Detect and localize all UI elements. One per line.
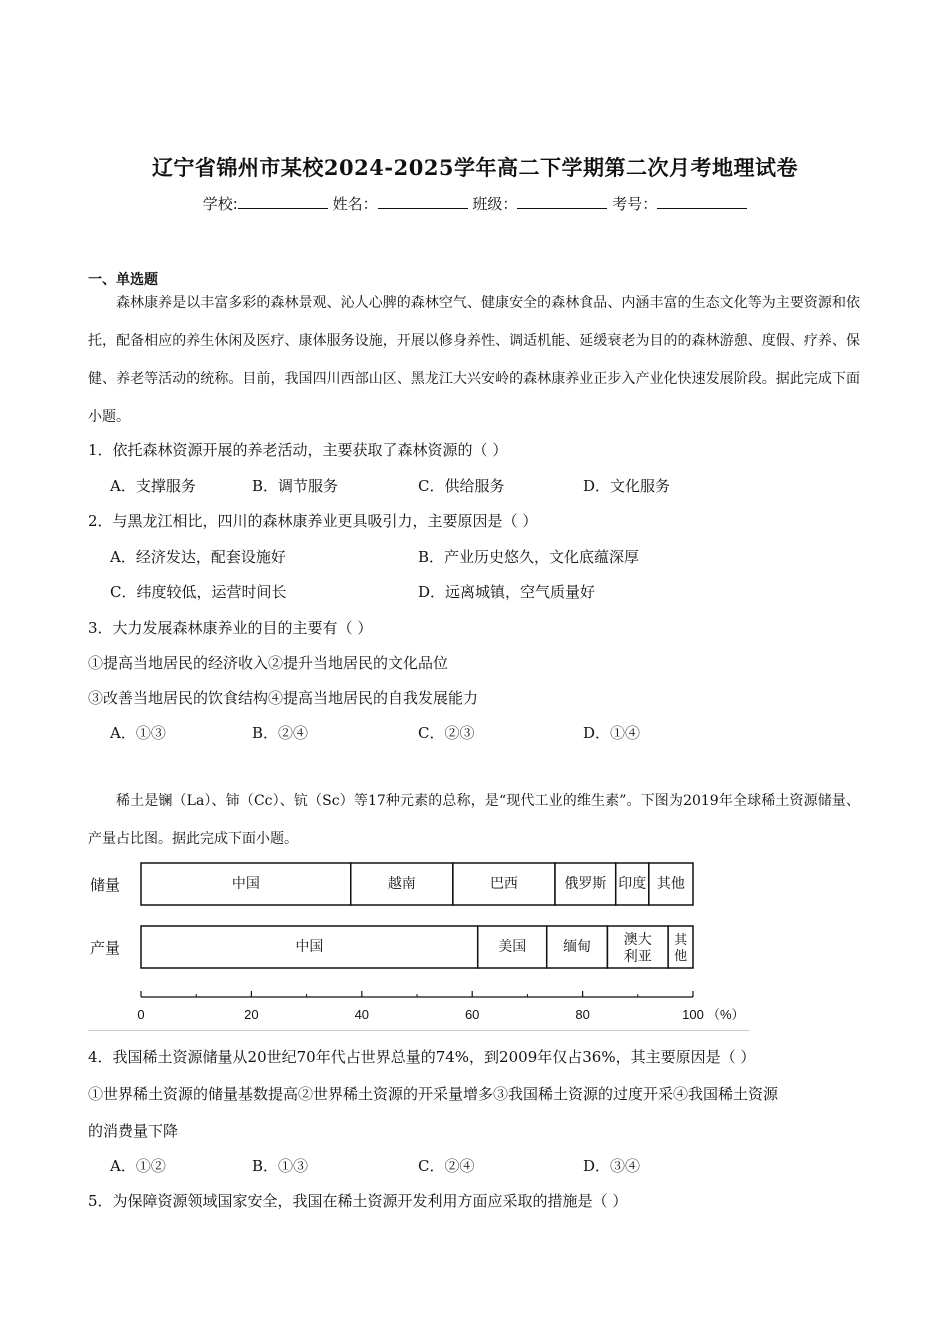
segment-label: 他 (674, 948, 688, 963)
q1-option-a[interactable]: A．支撑服务 (110, 477, 196, 495)
name-label: 姓名： (332, 195, 378, 213)
name-blank[interactable] (378, 194, 468, 209)
segment-label: 印度 (618, 875, 647, 891)
x-unit-label: （%） (707, 1007, 745, 1022)
q1-option-b[interactable]: B．调节服务 (252, 477, 339, 495)
q4-option-b[interactable]: B．①③ (252, 1157, 309, 1175)
section-heading: 一、单选题 (88, 272, 158, 288)
q3-option-d[interactable]: D．①④ (583, 724, 641, 742)
class-blank[interactable] (517, 194, 607, 209)
q2-option-d[interactable]: D．远离城镇，空气质量好 (418, 583, 596, 601)
segment-label: 俄罗斯 (564, 875, 607, 891)
q4-option-d[interactable]: D．③④ (583, 1157, 641, 1175)
student-info-line (0, 193, 950, 214)
row-label-1: 产量 (90, 940, 121, 957)
segment-label: 缅甸 (563, 938, 592, 954)
q4-option-a[interactable]: A．①② (110, 1157, 166, 1175)
q4-option-c[interactable]: C．②④ (418, 1157, 475, 1175)
q3-statement-1: ①提高当地居民的经济收入②提升当地居民的文化品位 (88, 654, 449, 672)
segment-label: 利亚 (623, 948, 652, 964)
number-label: 考号： (612, 195, 658, 213)
x-tick-label: 40 (354, 1007, 370, 1022)
question-4-stem: 4．我国稀土资源储量从20世纪70年代占世界总量的74%，到2009年仅占36%，其主要原因是（ ） (88, 1048, 756, 1066)
segment-label: 美国 (498, 938, 527, 954)
question-3-stem: 3．大力发展森林康养业的目的主要有（ ） (88, 619, 373, 637)
passage-forest: 森林康养是以丰富多彩的森林景观、沁人心脾的森林空气、健康安全的森林食品、内涵丰富的生态文化等为主要资源和依托，配备相应的养生休闲及医疗、康体服务设施，开展以修身养性、调适机能、延缓衰老为目的的森林游憩、度假、疗养、保健、养老等活动的统称。目前，我国四川西部山区、黑龙江大兴安岭的森林康养业正步入产业化快速发展阶段。据此完成下面小题。 (88, 295, 860, 425)
page-title: 辽宁省锦州市某校2024-2025学年高二下学期第二次月考地理试卷 (151, 155, 799, 180)
x-tick-label: 20 (244, 1007, 259, 1022)
x-tick-label: 60 (464, 1007, 480, 1022)
passage-rare-earth: 稀土是镧（La）、铈（Cc）、钪（Sc）等17种元素的总称，是“现代工业的维生素”。下图为2019年全球稀土资源储量、产量占比图。据此完成下面小题。 (88, 793, 860, 847)
rare-earth-chart (84, 855, 764, 1027)
q3-option-a[interactable]: A．①③ (110, 724, 166, 742)
q1-option-d[interactable]: D．文化服务 (583, 477, 671, 495)
class-label: 班级： (472, 195, 518, 213)
question-2-stem: 2．与黑龙江相比，四川的森林康养业更具吸引力，主要原因是（ ） (88, 512, 538, 530)
school-blank[interactable] (238, 194, 328, 209)
row-label-0: 储量 (90, 877, 121, 894)
segment-label: 中国 (295, 938, 324, 954)
q2-option-a[interactable]: A．经济发达，配套设施好 (110, 548, 286, 566)
chart-divider (88, 1030, 750, 1031)
segment-label: 越南 (387, 875, 416, 891)
segment-label: 澳大 (623, 931, 652, 947)
x-tick-label: 80 (575, 1007, 590, 1022)
q2-option-c[interactable]: C．纬度较低，运营时间长 (110, 583, 287, 601)
segment-label: 其他 (656, 875, 685, 891)
q4-statement-2: 的消费量下降 (88, 1122, 179, 1140)
school-label: 学校: (202, 195, 238, 213)
q3-option-c[interactable]: C．②③ (418, 724, 475, 742)
x-tick-label: 0 (137, 1007, 145, 1022)
question-1-stem: 1．依托森林资源开展的养老活动，主要获取了森林资源的（ ） (88, 441, 508, 459)
question-5-stem: 5．为保障资源领域国家安全，我国在稀土资源开发利用方面应采取的措施是（ ） (88, 1192, 628, 1210)
q4-statement-1: ①世界稀土资源的储量基数提高②世界稀土资源的开采量增多③我国稀土资源的过度开采④我国稀土资源 (88, 1085, 779, 1103)
q3-option-b[interactable]: B．②④ (252, 724, 309, 742)
q2-option-b[interactable]: B．产业历史悠久，文化底蕴深厚 (418, 548, 640, 566)
x-tick-label: 100 (682, 1007, 704, 1022)
q1-option-c[interactable]: C．供给服务 (418, 477, 505, 495)
segment-label: 中国 (231, 875, 260, 891)
segment-label: 其 (674, 932, 688, 947)
segment-label: 巴西 (489, 875, 518, 891)
q3-statement-2: ③改善当地居民的饮食结构④提高当地居民的自我发展能力 (88, 689, 479, 707)
number-blank[interactable] (657, 194, 747, 209)
